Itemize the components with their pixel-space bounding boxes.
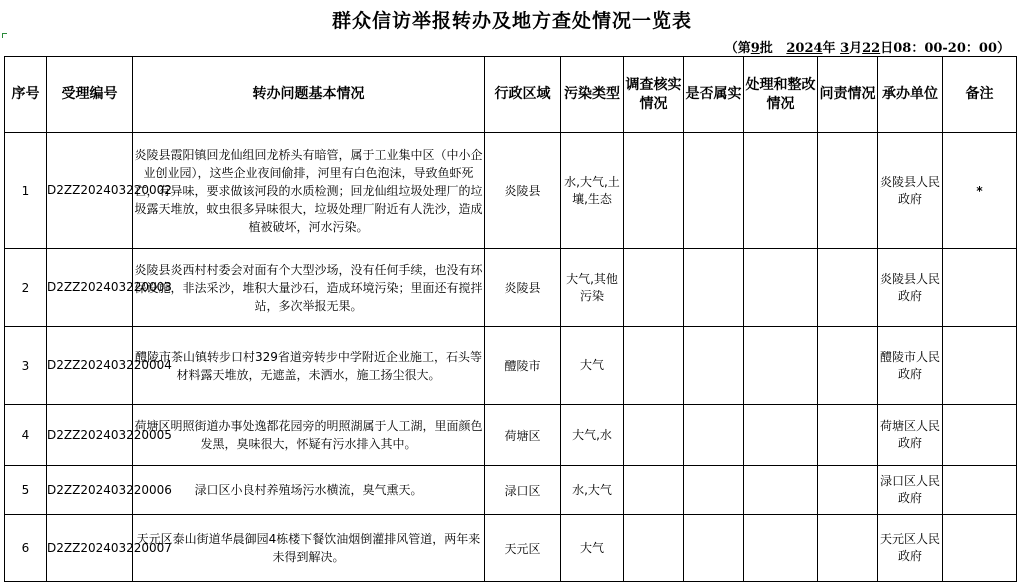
cell-code: D2ZZ202403220006	[47, 466, 133, 515]
batch-prefix: （第	[724, 41, 751, 56]
col-header-verified: 是否属实	[684, 57, 744, 133]
cell-handling	[744, 327, 818, 405]
table-row	[5, 327, 1017, 405]
cell-accountability	[818, 466, 878, 515]
cell-investigation	[624, 515, 684, 582]
cell-undertaker: 渌口区人民政府	[878, 466, 943, 515]
cell-code: D2ZZ202403220004	[47, 327, 133, 405]
cell-accountability	[818, 249, 878, 327]
batch-year: 2024	[786, 41, 823, 56]
table-row	[5, 466, 1017, 515]
cell-handling	[744, 405, 818, 466]
cell-undertaker: 炎陵县人民政府	[878, 133, 943, 249]
cell-pollution: 大气,其他污染	[561, 249, 624, 327]
table-row	[5, 405, 1017, 466]
cell-region: 渌口区	[485, 466, 561, 515]
cell-verified	[684, 327, 744, 405]
cell-pollution: 大气,水	[561, 405, 624, 466]
col-header-accountability: 问责情况	[818, 57, 878, 133]
table-row	[5, 515, 1017, 582]
cell-description: 炎陵县霞阳镇回龙仙组回龙桥头有暗管，属于工业集中区（中小企业创业园），这些企业夜间偷排，河里有白色泡沫，导致鱼虾死亡，有异味，要求做该河段的水质检测；回龙仙组垃圾处理厂的垃圾露天堆放，蚊虫很多异味很大，垃圾处理厂附近有人洗沙，造成植被破坏，河水污染。	[133, 133, 485, 249]
table-row	[5, 133, 1017, 249]
cell-verified	[684, 515, 744, 582]
cell-undertaker: 醴陵市人民政府	[878, 327, 943, 405]
cell-verified	[684, 466, 744, 515]
table-row	[5, 249, 1017, 327]
col-header-undertaker: 承办单位	[878, 57, 943, 133]
cell-investigation	[624, 327, 684, 405]
cell-index: 3	[5, 327, 47, 405]
page-title: 群众信访举报转办及地方查处情况一览表	[331, 10, 692, 32]
cell-accountability	[818, 133, 878, 249]
batch-time-range: 日08：00-20：00）	[880, 41, 1010, 56]
cell-handling	[744, 515, 818, 582]
cell-remark	[943, 405, 1017, 466]
cell-code: D2ZZ202403220005	[47, 405, 133, 466]
cell-accountability	[818, 405, 878, 466]
cell-description: 荷塘区明照街道办事处逸都花园旁的明照湖属于人工湖，里面颜色发黑，臭味很大，怀疑有污水排入其中。	[133, 405, 485, 466]
cell-description: 天元区泰山街道华晨御园4栋楼下餐饮油烟倒灌排风管道，两年来未得到解决。	[133, 515, 485, 582]
col-header-index: 序号	[5, 57, 47, 133]
cell-code: D2ZZ202403220002	[47, 133, 133, 249]
cell-undertaker: 炎陵县人民政府	[878, 249, 943, 327]
cell-accountability	[818, 515, 878, 582]
cell-accountability	[818, 327, 878, 405]
cell-pollution: 大气	[561, 515, 624, 582]
cell-description: 醴陵市茶山镇转步口村329省道旁转步中学附近企业施工，石头等材料露天堆放，无遮盖，未洒水，施工扬尘很大。	[133, 327, 485, 405]
cell-index: 6	[5, 515, 47, 582]
table-header-row	[5, 57, 1017, 133]
cell-pollution: 水,大气	[561, 466, 624, 515]
cell-remark: *	[943, 133, 1017, 249]
col-header-pollution: 污染类型	[561, 57, 624, 133]
cell-region: 醴陵市	[485, 327, 561, 405]
cell-investigation	[624, 466, 684, 515]
cell-region: 天元区	[485, 515, 561, 582]
cell-investigation	[624, 249, 684, 327]
cell-investigation	[624, 405, 684, 466]
complaint-table	[4, 56, 1017, 582]
cell-handling	[744, 133, 818, 249]
cell-code: D2ZZ202403220007	[47, 515, 133, 582]
col-header-remark: 备注	[943, 57, 1017, 133]
batch-month: 3	[840, 41, 850, 56]
cell-region: 炎陵县	[485, 133, 561, 249]
col-header-handling: 处理和整改情况	[744, 57, 818, 133]
cell-remark	[943, 466, 1017, 515]
cell-marker	[2, 33, 7, 38]
col-header-description: 转办问题基本情况	[133, 57, 485, 133]
cell-pollution: 水,大气,土壤,生态	[561, 133, 624, 249]
cell-index: 4	[5, 405, 47, 466]
cell-index: 2	[5, 249, 47, 327]
cell-handling	[744, 466, 818, 515]
cell-verified	[684, 133, 744, 249]
cell-description: 渌口区小良村养殖场污水横流，臭气熏天。	[133, 466, 485, 515]
cell-remark	[943, 249, 1017, 327]
cell-remark	[943, 327, 1017, 405]
cell-pollution: 大气	[561, 327, 624, 405]
cell-handling	[744, 249, 818, 327]
cell-remark	[943, 515, 1017, 582]
batch-day: 22	[862, 41, 881, 56]
cell-verified	[684, 405, 744, 466]
cell-index: 5	[5, 466, 47, 515]
batch-month-label: 月	[849, 41, 863, 56]
cell-region: 荷塘区	[485, 405, 561, 466]
cell-code: D2ZZ202403220003	[47, 249, 133, 327]
batch-info	[725, 37, 1010, 56]
cell-description: 炎陵县炎西村村委会对面有个大型沙场，没有任何手续，也没有环保设施，非法采沙，堆积大量沙石，造成环境污染；里面还有搅拌站，多次举报无果。	[133, 249, 485, 327]
cell-investigation	[624, 133, 684, 249]
batch-label: 批	[759, 41, 787, 56]
col-header-code: 受理编号	[47, 57, 133, 133]
cell-index: 1	[5, 133, 47, 249]
cell-verified	[684, 249, 744, 327]
cell-region: 炎陵县	[485, 249, 561, 327]
cell-undertaker: 荷塘区人民政府	[878, 405, 943, 466]
batch-number: 9	[750, 41, 760, 56]
col-header-investigation: 调查核实情况	[624, 57, 684, 133]
col-header-region: 行政区域	[485, 57, 561, 133]
batch-year-label: 年	[822, 41, 841, 56]
cell-undertaker: 天元区人民政府	[878, 515, 943, 582]
